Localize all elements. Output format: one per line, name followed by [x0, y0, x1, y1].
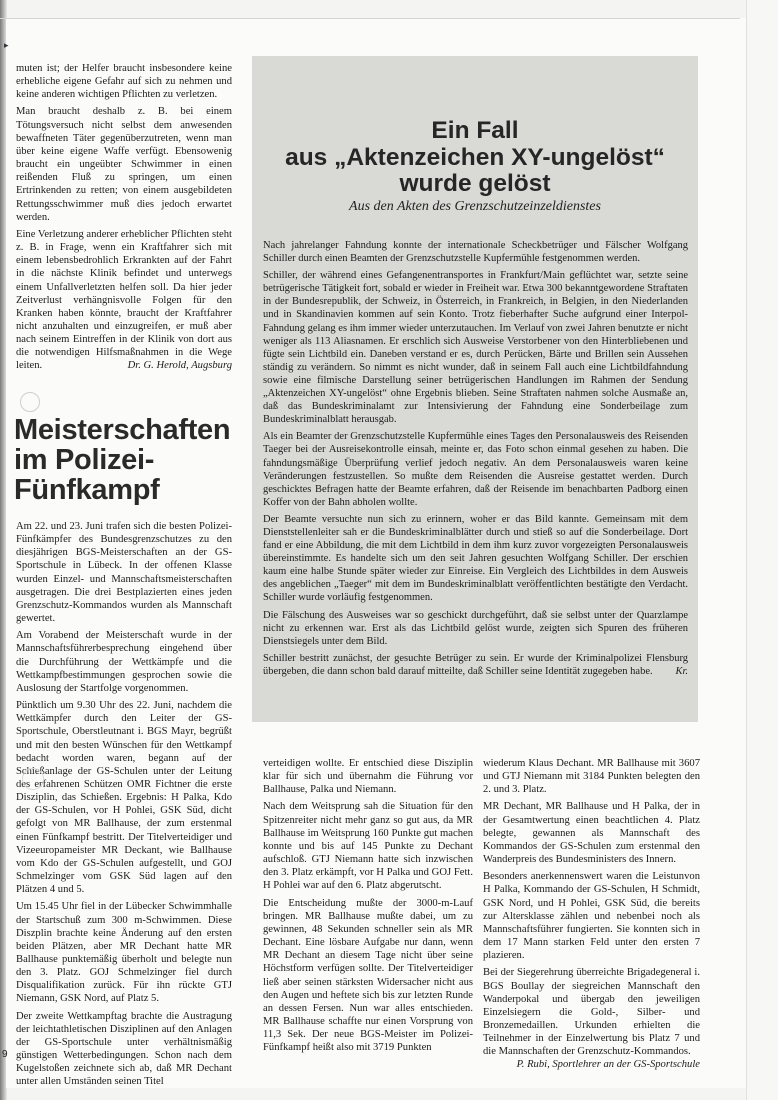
previous-article-column [16, 62, 232, 373]
boxed-article [252, 56, 698, 722]
author-signature: Kr. [675, 665, 688, 677]
paragraph: Die Entscheidung mußte der 3000-m-Lauf bringen. MR Ballhause mußte dabei, um zu gewinnen, 48 Sekunden schneller sein als MR Dechant. Eine lösbare Aufgabe nur dann, wenn MR Dechant an diesem Tage nicht über seine Höchstform verfügen sollte. Der Titelverteidiger ließ aber seinen stärksten Widersacher nicht aus den Augen und heftete sich bis zur letzten Runde an dessen Fersen. Nun war alles entschieden. MR Ballhause schaffte nur einen Vorsprung von 11,3 Sek. Der neue BGS-Meister im Polizei-Fünfkampf heißt also mit 3719 Punkten [263, 897, 473, 1054]
author-signature: Dr. G. Herold, Augsburg [127, 360, 232, 372]
paragraph: wiederum Klaus Dechant. MR Ballhause mit 3607 und GTJ Niemann mit 3184 Punkten belegten den 2. und 3. Platz. [483, 758, 700, 796]
paragraph: Um 15.45 Uhr fiel in der Lübecker Schwimmhalle der Startschuß zum 300 m-Schwimmen. Diese Diszplin brachte keine Änderung auf den ersten beiden Plätzen, aber MR Dechant hatte MR Ballhause punktemäßig überholt und belegte nun den 3. Platz. GOJ Schmelzinger fiel durch Disqualifikation zurück. Für ihn rückte GTJ Niemann, GSK Nord, auf Platz 5. [16, 901, 232, 1005]
paragraph: Pünktlich um 9.30 Uhr des 22. Juni, nachdem die Wettkämpfer durch den Leiter der GS-Sportschule, Oberstleutnant i. BGS Mayr, begrüßt und mit den besten Wünschen für den Wettkampf bedacht worden waren, begann auf der Schießanlage der GS-Schulen unter der Leitung des erfahrenen Schützen OMR Fichtner die erste Disziplin, das Schießen. Ergebnis: H Palka, Kdo der GS-Schulen, vor H Pohlei, GSK Süd, dicht gefolgt von MR Ballhause, der zum erstenmal einen Fünfkampf bestritt. Der Titelverteidiger und Vizeeuropameister MR Deckant, wie Ballhause vom Kdo der GS-Schulen aufgestellt, und GOJ Schmelzinger vom GSK Süd lagen auf den Plätzen 4 und 5. [16, 700, 232, 896]
headline-line: aus „Aktenzeichen XY-ungelöst“ [285, 143, 665, 171]
paragraph: verteidigen wollte. Er entschied diese Disziplin klar für sich und übernahm die Führung vor Ballhause, Palka und Niemann. [263, 758, 473, 796]
boxed-article-body [263, 239, 688, 682]
paragraph: Am 22. und 23. Juni trafen sich die besten Polizei-Fünfkämpfer des Bundesgrenzschutzes zu den diesjährigen BGS-Meisterschaften an der GS-Sportschule in Lübeck. In der offenen Klasse wurden Einzel- und Mannschaftsmeisterschaften ausgetragen. Die drei Bestplazierten eines jeden Grenzschutz-Kommandos wurden als Mannschaft gewertet. [16, 521, 232, 625]
paragraph: Nach dem Weitsprung sah die Situation für den Spitzenreiter nicht mehr ganz so gut aus, da MR Ballhause im Weitsprung 160 Punkte gut machen konnte und bis auf 145 Punkte zu Dechant aufschloß. GTJ Niemann hatte sich inzwischen den 3. Platz erkämpft, vor H Palka und GOJ Fett. H Pohlei war auf den 6. Platz abgerutscht. [263, 801, 473, 892]
sports-article-headline [14, 415, 244, 505]
paragraph: Man braucht deshalb z. B. bei einem Tötungsversuch nicht selbst dem anwesenden bewaffneten Täter gegenüberzutreten, wenn man über keine eigene Waffe verfügt. Ebensowenig braucht ein ungeübter Schwimmer in einen reißenden Fluß zu springen, um einen Ertrinkenden zu retten; von einem ausgebildeten Rettungsschwimmer muß dies jedoch erwartet werden. [16, 106, 232, 223]
punch-hole-mark [22, 768, 44, 790]
punch-hole-mark [20, 392, 40, 412]
headline-line: Fünfkampf [14, 474, 160, 506]
paragraph: Nach jahrelanger Fahndung konnte der internationale Scheckbetrüger und Fälscher Wolfgang Schiller durch einen Beamten der Grenzschutzstelle Kupfermühle festgenommen werden. [263, 240, 688, 265]
page-right-margin [746, 0, 778, 1100]
boxed-article-headline [252, 118, 698, 198]
paragraph: muten ist; der Helfer braucht insbesondere keine erhebliche eigene Gefahr auf sich zu nehmen und keine anderen wichtigen Pflichten zu verletzen. [16, 63, 232, 101]
author-signature: P. Rubi, Sportlehrer an der GS-Sportschule [516, 1059, 700, 1071]
paragraph: Der Beamte versuchte nun sich zu erinnern, woher er das Bild kannte. Gemeinsam mit dem Dienststellenleiter sah er die Bundeskriminalblätter durch und stieß so auf die Sonderbeilage. Dort fand er eine Abbildung, die mit dem Lichtbild in dem ihm kurz zuvor vorgezeigten Personalausweis übereinstimmte. Es handelte sich um den seit Jahren gesuchten Wolfgang Schiller. Der erschien kaum eine halbe Stunde später wieder zur Einreise. Ein Vergleich des Lichtbildes in dem Ausweis des angeblichen „Taeger“ mit dem im Bundeskriminalblatt veröffentlichten bestätigte den Verdacht. Schiller wurde vorläufig festgenommen. [263, 513, 688, 604]
paragraph: Besonders anerkennenswert waren die Leistunvon H Palka, Kommando der GS-Schulen, H Schmidt, GSK Nord, und H Pohlei, GSK Süd, die bereits zur Altersklasse zählen und nebenbei noch als Mannschaftsführer fungierten. Sie konnten sich in dem 17 Mann starken Feld unter den ersten 7 plazieren. [483, 871, 700, 962]
paragraph: Die Fälschung des Ausweises war so geschickt durchgeführt, daß sie selbst unter der Quarzlampe nicht zu erkennen war. Erst als das Lichtbild gelöst wurde, zeigten sich Spuren des früheren Dienstsiegels unter dem Bild. [263, 609, 688, 647]
page-top-edge [0, 18, 740, 19]
headline-line: im Polizei- [14, 444, 155, 476]
page-number: 9 [2, 1049, 8, 1060]
paragraph: Schiller bestritt zunächst, der gesuchte Betrüger zu sein. Er wurde der Kriminalpolizei Flensburg übergeben, die dann schon bald darauf mitteilte, daß Schiller seine Identität zugegeben habe. Kr. [263, 652, 688, 677]
sports-article-column-1 [16, 520, 232, 1089]
paragraph: Als ein Beamter der Grenzschutzstelle Kupfermühle eines Tages den Personalausweis des Reisenden Taeger bei der Ausreisekontrolle einsah, meinte er, das Foto schon einmal gesehen zu haben. Die fahndungsmäßige Überprüfung verlief jedoch negativ. An dem Personalausweis waren keine Veränderungen festzustellen. So mußte dem Reisenden die Ausreise gestattet werden. Durch geschicktes Befragen hatte der Beamte erfahren, daß der Reisende im benachbarten Padborg einen Koffer von der Bahn abholen wollte. [263, 431, 688, 508]
margin-marker-icon: ▸ [4, 40, 9, 50]
paragraph: Schiller, der während eines Gefangenentransportes in Frankfurt/Main geflüchtet war, setzte seine betrügerische Tätigkeit fort, sobald er wieder in Freiheit war. Etwa 300 bekanntgewordene Straftaten in der Bundesrepublik, der Schweiz, in Österreich, in Frankreich, in Belgien, in den Niederlanden und in Skandinavien kommen auf sein Konto. Trotz fieberhafter Suche aufgrund einer Interpol-Fahndung gelang es ihm immer wieder unterzutauchen. Im Verlauf von zwei Jahren benutzte er nicht weniger als 113 Aliasnamen. Er erschlich sich Ausweise Verstorbener von den Hinterbliebenen und fügte sein Lichtbild ein. Daneben verstand er es, durch Perücken, Bärte und Brillen sein Aussehen ständig zu verändern. So nimmt es nicht wunder, daß in seinem Fall auch eine Lichtbildfahndung sowie eine filmische Darstellung seiner betrügerischen Handlungen im Rahmen der Sendung „Aktenzeichen XY-ungelöst“ ohne Ergebnis blieben. Seine Straftaten nahmen solche Ausmaße an, daß das Bundeskriminalamt zur Intensivierung der Fahndung eine Sonderbeilage zum Bundeskriminalblatt herausgab. [263, 270, 688, 426]
paragraph: Am Vorabend der Meisterschaft wurde in der Mannschaftsführerbesprechung eingehend über die Durchführung der Wettkämpfe und die Wettkampfbestimmungen gesprochen sowie die Auslosung der Startfolge vorgenommen. [16, 630, 232, 694]
paragraph: Bei der Siegerehrung überreichte Brigadegeneral i. BGS Boullay der siegreichen Mannschaft den Wanderpokal und übergab den jeweiligen Einzelsiegern die Gold-, Silber- und Bronzemedaillen. Urkunden erhielten die Teilnehmer in der Einzelwertung bis Platz 7 und die Mannschaften der Grenzschutz-Kommandos. [483, 967, 700, 1058]
headline-line: Ein Fall [431, 117, 519, 144]
headline-line: Meisterschaften [14, 414, 231, 446]
boxed-article-subtitle: Aus den Akten des Grenzschutzeinzeldienstes [349, 199, 601, 214]
headline-line: wurde gelöst [399, 170, 551, 197]
paragraph: Eine Verletzung anderer erheblicher Pflichten steht z. B. in Frage, wenn ein Kraftfahrer sich mit einem lebensbedrohlich Erkrankten auf der Fahrt in die nächste Klinik befindet und unterwegs einem Unfallverletzten helfen soll. Da hier jeder Zeitverlust verhängnisvolle Folgen für den Kranken haben könnte, braucht der Kraftfahrer nicht anzuhalten und einzugreifen, er muß aber nach seinem Eintreffen in der Klinik von dort aus die notwendigen Hilfsmaßnahmen in die Wege leiten. Dr. G. Herold, Augsburg [16, 228, 233, 372]
sports-article-column-2 [263, 757, 473, 1054]
paragraph: MR Dechant, MR Ballhause und H Palka, der in der Gesamtwertung einen beachtlichen 4. Platz belegte, gewannen als Mannschaft des Kommandos der GS-Schulen zum erstenmal den Wanderpreis des Bundesministers des Innern. [483, 801, 700, 866]
sports-article-column-3 [483, 757, 700, 1072]
paragraph: Der zweite Wettkampftag brachte die Austragung der leichtathletischen Disziplinen auf den Anlagen der GS-Sportschule unter verhältnismäßig günstigen Wetterbedingungen. Schon nach dem Kugelstoßen zeichnete sich ab, daß MR Dechant unter allen Umständen seinen Titel [16, 1010, 232, 1088]
